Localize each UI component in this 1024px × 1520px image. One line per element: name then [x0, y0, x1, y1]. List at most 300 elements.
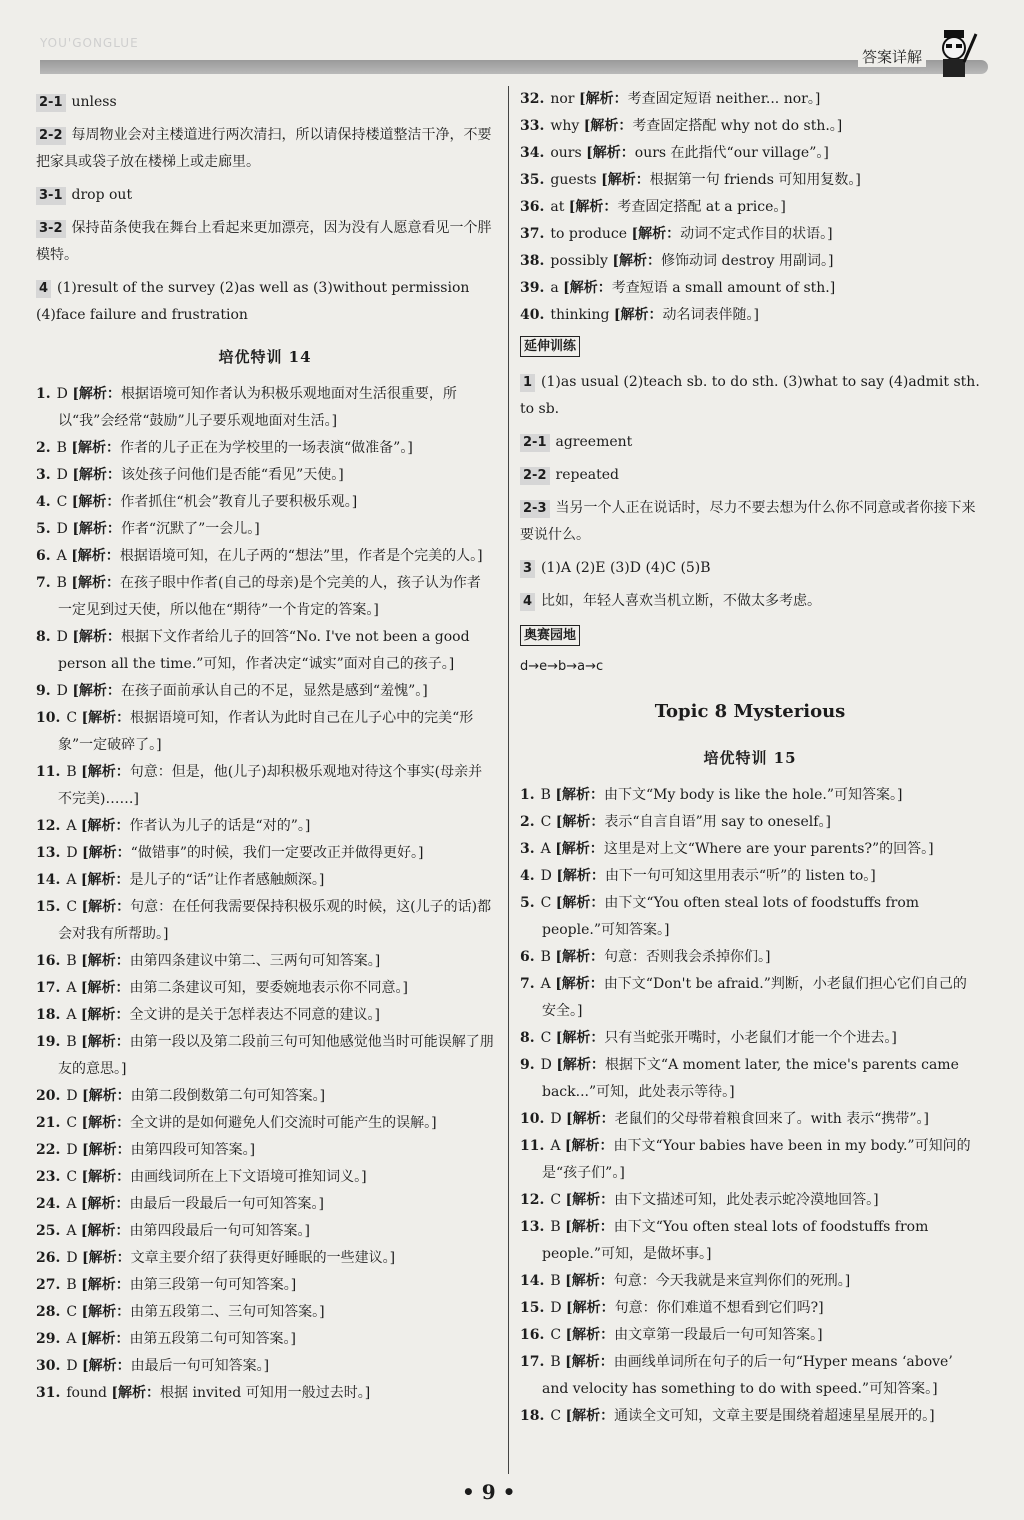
left-item-number: 22. — [36, 1142, 61, 1158]
left-item-jiexi: [解析： — [111, 1385, 161, 1401]
ext-answer-2 — [520, 459, 980, 492]
right-b-item-answer: B — [550, 1273, 566, 1289]
left-item-text: 由第二段倒数第二句可知答案。] — [130, 1088, 326, 1104]
left-item-number: 21. — [36, 1115, 61, 1131]
left-item-text: 作者“沉默了”一会儿。] — [120, 521, 260, 537]
right-a-item-number: 35. — [520, 172, 545, 188]
right-b-item-answer: B — [550, 1354, 566, 1370]
right-b-item-number: 4. — [520, 868, 535, 884]
right-a-item-text: 动词不定式作目的状语。] — [680, 226, 833, 242]
right-column — [520, 86, 980, 1430]
left-item — [36, 1164, 494, 1191]
ext-text: (1)A (2)E (3)D (4)C (5)B — [541, 560, 711, 576]
left-item-jiexi: [解析： — [81, 1169, 131, 1185]
right-a-item-number: 33. — [520, 118, 545, 134]
left-item-answer: D — [56, 467, 73, 483]
left-item-number: 29. — [36, 1331, 61, 1347]
right-b-item-answer: B — [540, 949, 556, 965]
right-a-item-answer: nor — [550, 91, 579, 107]
right-b-item-answer: C — [540, 1030, 556, 1046]
left-item-text: 根据语境可知，在儿子两的“想法”里，作者是个完美的人。] — [119, 548, 483, 564]
right-b-item-number: 13. — [520, 1219, 545, 1235]
left-pre-text: drop out — [71, 187, 133, 203]
left-item-answer: D — [66, 1088, 83, 1104]
ext-text: 当另一个人正在说话时，尽力不要去想为什么你不同意或者你接下来要说什么。 — [520, 500, 976, 543]
right-a-item-answer: ours — [550, 145, 587, 161]
right-b-item-number: 8. — [520, 1030, 535, 1046]
left-item-number: 16. — [36, 953, 61, 969]
right-a-item-text: 修饰动词 destroy 用副词。] — [661, 253, 834, 269]
left-item — [36, 489, 494, 516]
right-b-item-jiexi: [解析： — [556, 1057, 605, 1073]
left-item-jiexi: [解析： — [71, 494, 121, 510]
left-pre-label: 3-1 — [36, 187, 66, 205]
left-pre-label: 2-1 — [36, 94, 66, 112]
left-item-answer: A — [66, 1331, 81, 1347]
right-a-item-number: 34. — [520, 145, 545, 161]
right-a-item-jiexi: [解析： — [601, 172, 650, 188]
left-item-jiexi: [解析： — [81, 1115, 131, 1131]
left-item-jiexi: [解析： — [81, 710, 131, 726]
right-b-item-number: 6. — [520, 949, 535, 965]
right-a-item-jiexi: [解析： — [578, 91, 628, 107]
left-item-answer: A — [66, 818, 81, 834]
right-b-item-jiexi: [解析： — [565, 1192, 615, 1208]
left-pre-answers — [36, 86, 494, 332]
left-item-text: 由最后一句可知答案。] — [130, 1358, 270, 1374]
left-item — [36, 867, 494, 894]
left-item-answer: B — [56, 575, 72, 591]
left-pre-answer-3 — [36, 212, 494, 272]
left-pre-label: 3-2 — [36, 220, 66, 238]
right-a-item-text: 考查短语 a small amount of sth.] — [611, 280, 836, 296]
right-b-item-answer: A — [550, 1138, 565, 1154]
header-brand: YOU'GONGLUE — [40, 36, 139, 50]
left-item-number: 2. — [36, 440, 51, 456]
left-item-number: 25. — [36, 1223, 61, 1239]
right-b-item-number: 11. — [520, 1138, 545, 1154]
right-b-item — [520, 1106, 980, 1133]
left-item — [36, 435, 494, 462]
right-b-item-jiexi: [解析： — [555, 976, 604, 992]
right-a-item-number: 40. — [520, 307, 545, 323]
left-item-jiexi: [解析： — [72, 386, 121, 402]
right-b-item-jiexi: [解析： — [565, 1327, 615, 1343]
right-b-item-number: 14. — [520, 1273, 545, 1289]
left-item-jiexi: [解析： — [82, 1250, 131, 1266]
left-item — [36, 678, 494, 705]
right-b-item — [520, 836, 980, 863]
left-item-jiexi: [解析： — [81, 953, 130, 969]
ext-text: (1)as usual (2)teach sb. to do sth. (3)what to say (4)admit sth. to sb. — [520, 374, 980, 417]
right-b-item — [520, 890, 980, 944]
right-a-item-number: 38. — [520, 253, 545, 269]
right-b-item-text: 表示“自言自语”用 say to oneself。] — [604, 814, 831, 830]
right-b-item-jiexi: [解析： — [555, 787, 604, 803]
right-a-item-text: ours 在此指代“our village”。] — [634, 145, 829, 161]
left-item — [36, 705, 494, 759]
right-a-item-text: 考查固定搭配 at a price。] — [617, 199, 786, 215]
left-item-number: 30. — [36, 1358, 61, 1374]
left-item-jiexi: [解析： — [71, 548, 120, 564]
right-a-item — [520, 167, 980, 194]
left-item-jiexi: [解析： — [72, 521, 121, 537]
right-a-item — [520, 86, 980, 113]
left-item-text: 根据语境可知作者认为积极乐观地面对生活很重要，所以“我”会经常“鼓励”儿子要乐观地面对生活。] — [58, 386, 457, 429]
ext-text: 比如，年轻人喜欢当机立断，不做太多考虑。 — [541, 593, 822, 609]
ext-label: 2-3 — [520, 500, 550, 518]
ext-answer-4 — [520, 552, 980, 585]
left-item — [36, 543, 494, 570]
right-a-item — [520, 221, 980, 248]
left-item-number: 20. — [36, 1088, 61, 1104]
left-item-jiexi: [解析： — [82, 1142, 131, 1158]
left-item-text: 由第五段第二句可知答案。] — [129, 1331, 297, 1347]
left-item-answer: found — [66, 1385, 112, 1401]
left-item-jiexi: [解析： — [80, 818, 130, 834]
right-b-item-answer: D — [550, 1300, 567, 1316]
left-item — [36, 624, 494, 678]
left-item-jiexi: [解析： — [81, 764, 130, 780]
ext-label: 2-2 — [520, 467, 550, 485]
left-item-jiexi: [解析： — [82, 1358, 131, 1374]
left-item — [36, 1110, 494, 1137]
header-bar — [40, 60, 988, 74]
right-b-item-number: 10. — [520, 1111, 545, 1127]
left-item — [36, 840, 494, 867]
right-a-item-answer: to produce — [550, 226, 632, 242]
column-divider — [508, 86, 509, 1474]
right-b-item — [520, 1322, 980, 1349]
left-item-answer: C — [66, 710, 82, 726]
left-item-number: 10. — [36, 710, 61, 726]
section-title-15: 培优特训 15 — [703, 749, 797, 767]
left-item-answer: B — [66, 1277, 82, 1293]
left-item-text: 由第三段第一句可知答案。] — [129, 1277, 297, 1293]
left-item-text: 由第五段第二、三句可知答案。] — [130, 1304, 325, 1320]
left-item-number: 9. — [36, 683, 51, 699]
right-b-item-answer: C — [550, 1327, 566, 1343]
left-item-number: 14. — [36, 872, 61, 888]
left-pre-answer-0 — [36, 86, 494, 119]
left-item — [36, 1137, 494, 1164]
left-item-jiexi: [解析： — [72, 467, 121, 483]
left-item-answer: A — [66, 1223, 81, 1239]
right-b-item-text: 句意：否则我会杀掉你们。] — [604, 949, 771, 965]
left-item-number: 17. — [36, 980, 61, 996]
right-b-item — [520, 944, 980, 971]
left-item-jiexi: [解析： — [81, 899, 131, 915]
right-b-item-text: 通读全文可知，文章主要是围绕着超速星星展开的。] — [614, 1408, 935, 1424]
left-item-number: 8. — [36, 629, 51, 645]
right-b-item-jiexi: [解析： — [555, 949, 604, 965]
ext-text: repeated — [555, 467, 619, 483]
left-item — [36, 381, 494, 435]
right-a-item-answer: possibly — [550, 253, 613, 269]
right-b-item-answer: C — [540, 895, 556, 911]
left-item-number: 18. — [36, 1007, 61, 1023]
left-item-text: 该处孩子问他们是否能“看见”天使。] — [120, 467, 344, 483]
ext-answer-3 — [520, 492, 980, 552]
left-item — [36, 1191, 494, 1218]
left-pre-label: 2-2 — [36, 127, 66, 145]
left-item-text: 由第二条建议可知，要委婉地表示你不同意。] — [129, 980, 409, 996]
mascot-icon — [934, 28, 978, 80]
right-b-item-text: 老鼠们的父母带着粮食回来了。with 表示“携带”。] — [614, 1111, 930, 1127]
left-item-answer: D — [66, 1358, 83, 1374]
left-item-answer: A — [66, 980, 81, 996]
ext-text: agreement — [555, 434, 633, 450]
right-a-item-number: 36. — [520, 199, 545, 215]
left-item-number: 4. — [36, 494, 51, 510]
left-item-number: 26. — [36, 1250, 61, 1266]
left-item-number: 13. — [36, 845, 61, 861]
left-item-jiexi: [解析： — [80, 1196, 130, 1212]
left-pre-label: 4 — [36, 280, 51, 298]
left-item — [36, 948, 494, 975]
left-item-answer: A — [56, 548, 72, 564]
left-item-jiexi: [解析： — [71, 575, 120, 591]
left-item-number: 15. — [36, 899, 61, 915]
left-item-text: 由第四段最后一句可知答案。] — [129, 1223, 311, 1239]
right-b-item-text: 由下一句可知这里用表示“听”的 listen to。] — [604, 868, 876, 884]
right-b-item-answer: B — [550, 1219, 566, 1235]
left-item-number: 27. — [36, 1277, 61, 1293]
right-b-item-answer: C — [550, 1192, 566, 1208]
left-item — [36, 516, 494, 543]
left-item — [36, 1272, 494, 1299]
left-item — [36, 1218, 494, 1245]
right-b-item-jiexi: [解析： — [566, 1111, 615, 1127]
left-column — [36, 86, 494, 1407]
left-item-jiexi: [解析： — [72, 629, 121, 645]
left-item — [36, 813, 494, 840]
left-item-number: 7. — [36, 575, 51, 591]
left-pre-answer-2 — [36, 179, 494, 212]
left-item-answer: B — [56, 440, 72, 456]
olympiad-answer: d→e→b→a→c — [520, 659, 604, 674]
right-b-item-text: 根据下文“A moment later, the mice's parents came back...”可知，此处表示等待。] — [542, 1057, 959, 1100]
left-item-number: 28. — [36, 1304, 61, 1320]
left-item-text: 根据语境可知，作者认为此时自己在儿子心中的完美“形象”一定破碎了。] — [58, 710, 474, 753]
right-b-item — [520, 1025, 980, 1052]
right-a-item-answer: why — [550, 118, 584, 134]
left-item-answer: A — [66, 1007, 81, 1023]
left-item-answer: D — [66, 845, 83, 861]
right-b-item — [520, 1052, 980, 1106]
left-item-number: 5. — [36, 521, 51, 537]
right-b-item-text: 由下文“You often steal lots of foodstuffs from people.”可知，是做坏事。] — [542, 1219, 929, 1262]
left-item-jiexi: [解析： — [80, 1223, 130, 1239]
left-item-text: 是儿子的“话”让作者感触颇深。] — [129, 872, 325, 888]
left-item — [36, 1299, 494, 1326]
right-a-item-jiexi: [解析： — [612, 253, 662, 269]
left-item-text: 由第一段以及第二段前三句可知他感觉他当时可能误解了朋友的意思。] — [58, 1034, 494, 1077]
right-a-item-number: 32. — [520, 91, 545, 107]
left-item — [36, 1245, 494, 1272]
right-b-item-number: 17. — [520, 1354, 545, 1370]
left-item-answer: D — [56, 683, 73, 699]
right-b-item — [520, 1403, 980, 1430]
left-item — [36, 1002, 494, 1029]
ext-answer-1 — [520, 426, 980, 459]
left-item-jiexi: [解析： — [82, 1088, 131, 1104]
right-a-item — [520, 275, 980, 302]
right-b-item-text: 由下文“Your babies have been in my body.”可知问的是“孩子们”。] — [542, 1138, 971, 1181]
right-b-item — [520, 1133, 980, 1187]
left-item-text: 文章主要介绍了获得更好睡眠的一些建议。] — [130, 1250, 396, 1266]
right-a-item — [520, 194, 980, 221]
right-b-item-text: 只有当蛇张开嘴时，小老鼠们才能一个个进去。] — [604, 1030, 897, 1046]
right-b-item-number: 5. — [520, 895, 535, 911]
right-b-item-jiexi: [解析： — [565, 1354, 614, 1370]
right-b-item-jiexi: [解析： — [555, 895, 605, 911]
left-item-jiexi: [解析： — [71, 440, 120, 456]
left-item-text: 由第四条建议中第二、三两句可知答案。] — [129, 953, 381, 969]
right-a-item — [520, 302, 980, 329]
left-item-text: 全文讲的是如何避免人们交流时可能产生的误解。] — [130, 1115, 437, 1131]
right-b-item — [520, 1268, 980, 1295]
right-b-item — [520, 1214, 980, 1268]
left-item-answer: C — [66, 899, 82, 915]
left-pre-text: 保持苗条使我在舞台上看起来更加漂亮，因为没有人愿意看见一个胖模特。 — [36, 220, 492, 263]
right-b-item-number: 15. — [520, 1300, 545, 1316]
left-item-text: 根据下文作者给儿子的回答“No. I've not been a good person all the time.”可知，作者决定“诚实”面对自己的孩子。] — [58, 629, 470, 672]
right-b-item-answer: D — [540, 868, 557, 884]
topic-title: Topic 8 Mysterious — [654, 701, 846, 722]
right-b-item-answer: C — [540, 814, 556, 830]
ext-label: 4 — [520, 593, 535, 611]
left-pre-answer-1 — [36, 119, 494, 179]
left-item — [36, 759, 494, 813]
left-item-answer: C — [66, 1304, 82, 1320]
right-b-item-answer: D — [550, 1111, 567, 1127]
olympiad-label: 奥赛园地 — [520, 625, 580, 646]
left-item-text: 作者的儿子正在为学校里的一场表演“做准备”。] — [120, 440, 413, 456]
right-b-item-text: 句意：你们难道不想看到它们吗?] — [614, 1300, 824, 1316]
left-item — [36, 1029, 494, 1083]
right-a-item-number: 37. — [520, 226, 545, 242]
left-item-jiexi: [解析： — [80, 980, 130, 996]
left-pre-answer-4 — [36, 272, 494, 332]
right-b-item-answer: B — [540, 787, 556, 803]
right-a-item-text: 根据第一句 friends 可知用复数。] — [649, 172, 861, 188]
right-b-item — [520, 1349, 980, 1403]
left-item-number: 12. — [36, 818, 61, 834]
left-item-answer: C — [66, 1169, 82, 1185]
header-title: 答案详解 — [858, 46, 926, 67]
left-item-number: 11. — [36, 764, 61, 780]
right-a-item-jiexi: [解析： — [583, 118, 633, 134]
right-b-item — [520, 1295, 980, 1322]
left-item-jiexi: [解析： — [82, 845, 131, 861]
right-answer-list-b — [520, 782, 980, 1430]
left-item-answer: A — [66, 1196, 81, 1212]
ext-answer-0 — [520, 366, 980, 426]
right-answer-list-a — [520, 86, 980, 329]
extension-label: 延伸训练 — [520, 336, 580, 357]
right-b-item-jiexi: [解析： — [566, 1300, 615, 1316]
right-a-item — [520, 140, 980, 167]
right-b-item-jiexi: [解析： — [565, 1219, 614, 1235]
left-item-number: 24. — [36, 1196, 61, 1212]
right-b-item-text: 由文章第一段最后一句可知答案。] — [614, 1327, 823, 1343]
left-item-text: 句意：在任何我需要保持积极乐观的时候，这(儿子的话)都会对我有所帮助。] — [58, 899, 492, 942]
left-item-jiexi: [解析： — [72, 683, 121, 699]
right-a-item-answer: guests — [550, 172, 602, 188]
left-item-answer: B — [66, 764, 82, 780]
left-pre-text: (1)result of the survey (2)as well as (3)without permission (4)face failure and frustration — [36, 280, 470, 323]
left-item-answer: A — [66, 872, 81, 888]
right-b-item-number: 7. — [520, 976, 535, 992]
right-b-item-text: 由下文“My body is like the hole.”可知答案。] — [604, 787, 903, 803]
right-b-item — [520, 863, 980, 890]
right-b-item-answer: D — [540, 1057, 557, 1073]
left-item-text: 全文讲的是关于怎样表达不同意的建议。] — [129, 1007, 381, 1023]
left-item — [36, 570, 494, 624]
left-item-answer: B — [66, 1034, 82, 1050]
left-item-number: 3. — [36, 467, 51, 483]
right-b-item-text: 由下文“You often steal lots of foodstuffs from people.”可知答案。] — [542, 895, 920, 938]
left-item-jiexi: [解析： — [81, 1277, 130, 1293]
left-pre-text: unless — [71, 94, 117, 110]
left-item-text: 由画线词所在上下文语境可推知词义。] — [130, 1169, 367, 1185]
right-b-item-number: 3. — [520, 841, 535, 857]
right-a-item-text: 考查固定搭配 why not do sth.。] — [632, 118, 843, 134]
left-item-text: “做错事”的时候，我们一定要改正并做得更好。] — [130, 845, 424, 861]
right-b-item-text: 句意：今天我就是来宣判你们的死刑。] — [613, 1273, 851, 1289]
ext-label: 3 — [520, 560, 535, 578]
left-item-text: 根据 invited 可知用一般过去时。] — [160, 1385, 371, 1401]
right-b-item-number: 18. — [520, 1408, 545, 1424]
right-a-item-number: 39. — [520, 280, 545, 296]
left-item-text: 作者认为儿子的话是“对的”。] — [129, 818, 311, 834]
right-b-item-jiexi: [解析： — [565, 1408, 615, 1424]
right-b-item-jiexi: [解析： — [555, 814, 605, 830]
right-b-item-number: 1. — [520, 787, 535, 803]
left-item-answer: D — [56, 521, 73, 537]
left-item-answer: D — [66, 1250, 83, 1266]
left-item-jiexi: [解析： — [81, 1304, 131, 1320]
right-a-item-text: 考查固定短语 neither... nor。] — [627, 91, 821, 107]
right-b-item-number: 16. — [520, 1327, 545, 1343]
right-a-item-jiexi: [解析： — [631, 226, 681, 242]
right-b-item-number: 12. — [520, 1192, 545, 1208]
right-b-item-text: 由下文“Don't be afraid.”判断，小老鼠们担心它们自己的安全。] — [542, 976, 967, 1019]
left-item-answer: C — [56, 494, 72, 510]
ext-answer-5 — [520, 585, 980, 618]
left-item — [36, 975, 494, 1002]
right-a-item — [520, 248, 980, 275]
left-item-answer: D — [56, 386, 73, 402]
right-b-item-jiexi: [解析： — [555, 841, 604, 857]
right-b-item-answer: A — [540, 841, 556, 857]
right-b-item — [520, 782, 980, 809]
left-item-text: 作者抓住“机会”教育儿子要积极乐观。] — [120, 494, 358, 510]
right-b-item-jiexi: [解析： — [564, 1138, 614, 1154]
page-number: • 9 • — [462, 1480, 516, 1504]
left-item — [36, 1083, 494, 1110]
right-a-item-answer: a — [550, 280, 564, 296]
left-item-number: 31. — [36, 1385, 61, 1401]
right-a-item-text: 动名词表伴随。] — [662, 307, 759, 323]
right-b-item-number: 2. — [520, 814, 535, 830]
right-b-item-text: 由画线单词所在句子的后一句“Hyper means ‘above’ and velocity has something to do with speed.”可知答案。] — [542, 1354, 953, 1397]
right-a-item-jiexi: [解析： — [563, 280, 612, 296]
right-b-item-jiexi: [解析： — [556, 868, 605, 884]
left-item-text: 在孩子面前承认自己的不足，显然是感到“羞愧”。] — [120, 683, 428, 699]
right-a-item-jiexi: [解析： — [586, 145, 635, 161]
